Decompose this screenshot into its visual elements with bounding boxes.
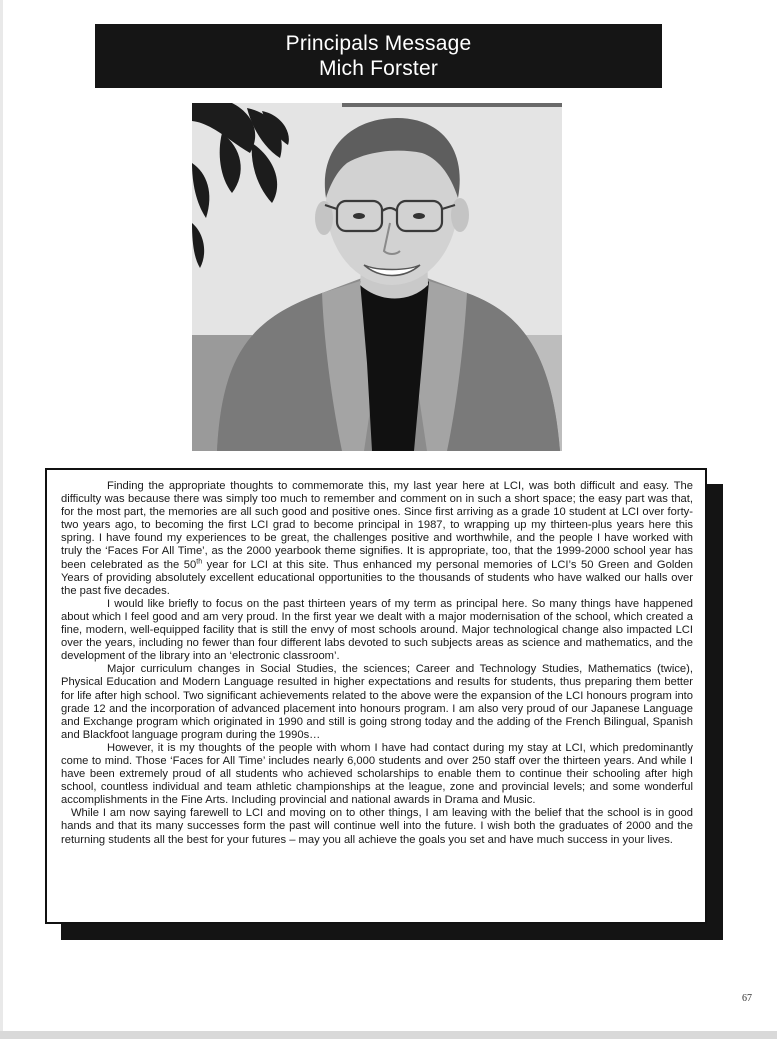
message-paragraph-2: I would like briefly to focus on the past thirteen years of my term as principal here. So many things have happened about which I feel good and am very proud. In the first year we dealt with a major modernisation of the school, which created a fine, modern, well-equipped facility that is still the envy of most schools around. Major technological change also impacted LCI over the years, including no fewer than four different labs devoted to such subjects areas as science and mathematics, and the development of the library into an ‘electronic classroom’. [61, 597, 693, 663]
message-paragraph-4: However, it is my thoughts of the people with whom I have had contact during my stay at LCI, which predominantly come to mind. Those ‘Faces for All Time’ includes nearly 6,000 students and over 250 staff over the thirteen years. And while I have been extremely proud of all students who achieved scholarships to enable them to continue their schooling after high school, countless individual and team athletic championships at the league, zone and provincial levels; and some wonderful accomplishments in the Fine Arts. Including provincial and national awards in Drama and Music. [61, 741, 693, 807]
message-paragraph-3: Major curriculum changes in Social Studies, the sciences; Career and Technology Studies, Mathematics (twice), Physical Education and Modern Language resulted in higher expectations and results for students, thus preparing them better for life after high school. Two significant achievements related to the above were the expansion of the LCI honours program into grade 12 and the incorporation of advanced placement into honours program. I am also very proud of our Japanese Language and Exchange program which originated in 1990 and still is going strong today and the adding of the French Bilingual, Spanish and Blackfoot language program during the 1990s… [61, 663, 693, 741]
author-name: Mich Forster [318, 57, 439, 80]
message-text-box [45, 468, 707, 924]
page-number: 67 [742, 993, 752, 1004]
page-title: Principals Message [285, 32, 472, 55]
message-paragraph-5: While I am now saying farewell to LCI and moving on to other things, I am leaving with the belief that the school is in good hands and that its many successes form the past will continue well into the future. I wish both the graduates of 2000 and the returning students all the best for your futures – may you all achieve the goals you set and have much success in your lives. [61, 807, 693, 846]
message-paragraph-1: Finding the appropriate thoughts to commemorate this, my last year here at LCI, was both difficult and easy. The difficulty was because there was simply too much to remember and comment on in such a short space; the easy part was that, for the most part, the memories are all such good and positive ones. Since first arriving as a grade 10 student at LCI over forty-two years ago, to becoming the first LCI grad to become principal in 1987, to wrapping up my thirteen-plus years here this spring. I have found my experiences to be great, the challenges positive and worthwhile, and the people I have worked with truly the ‘Faces For All Time’, as the 2000 yearbook theme signifies. It is appropriate, too, that the 1999-2000 school year has been celebrated as the 50th year for LCI at this site. Thus enhanced my personal memories of LCI’s 50 Green and Golden Years of providing absolutely excellent educational opportunities to the thousands of students who have walked our halls over the past five decades. [61, 480, 693, 597]
title-banner [95, 24, 662, 88]
page-edge-bottom [0, 1031, 777, 1039]
portrait-illustration [192, 103, 562, 451]
page-edge [0, 0, 3, 1039]
principal-portrait-photo [192, 103, 562, 451]
